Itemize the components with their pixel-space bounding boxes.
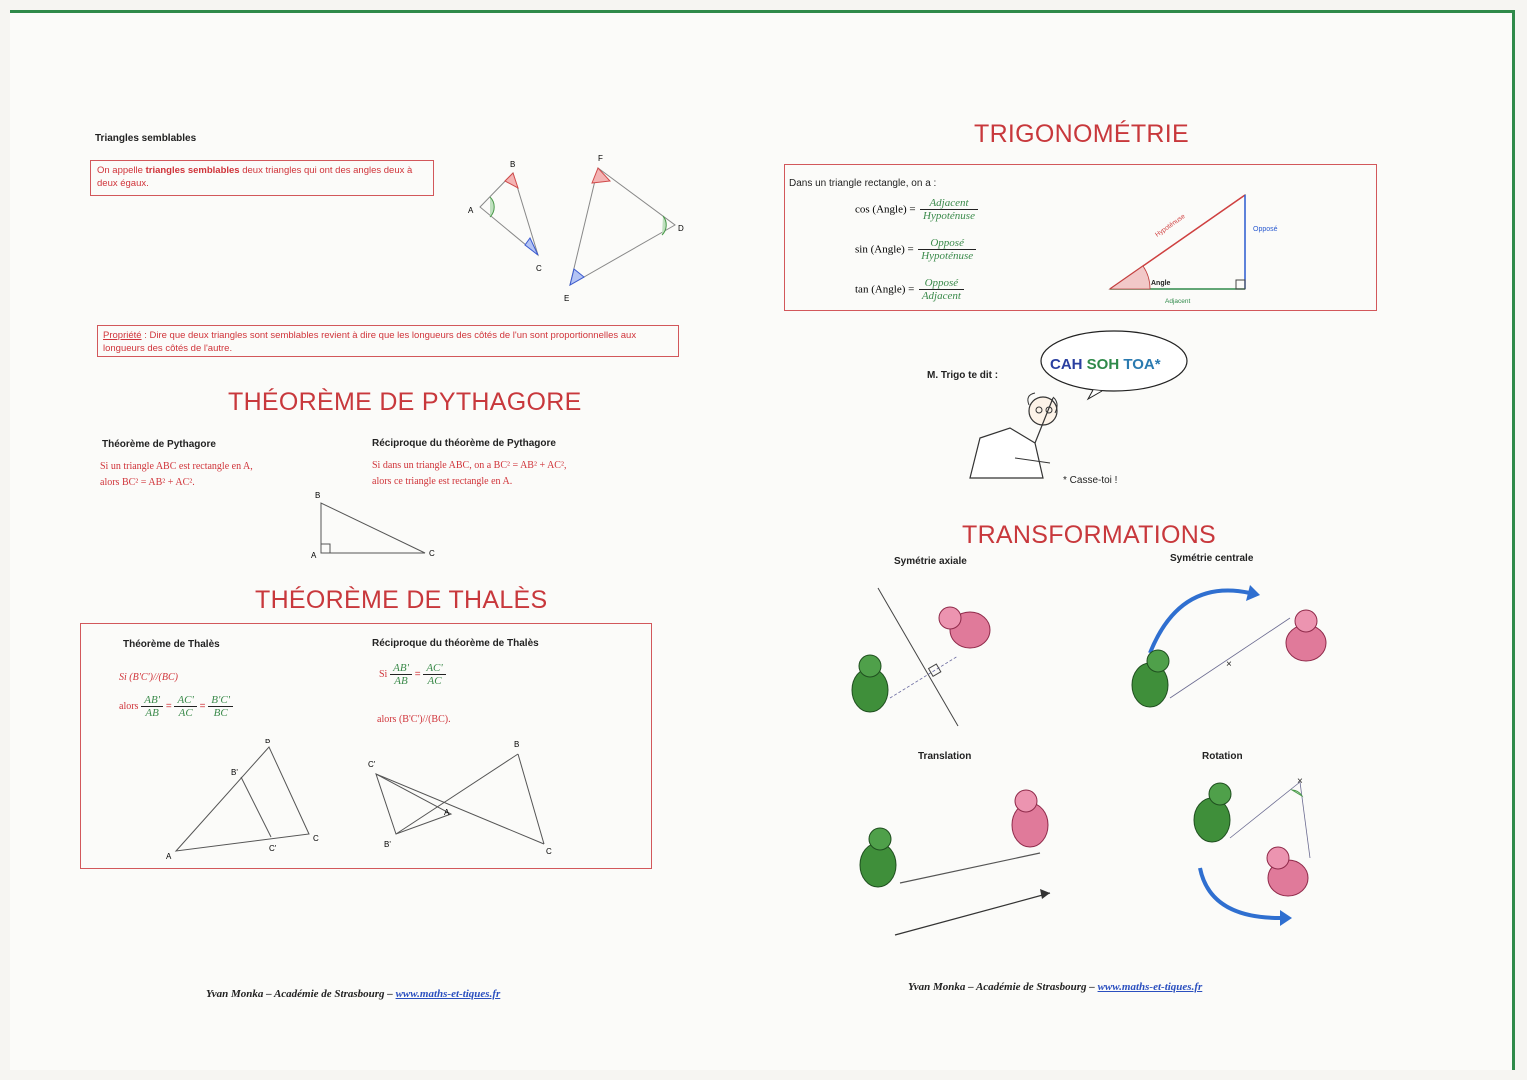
angle-label: Angle bbox=[1151, 280, 1171, 287]
thales-conclusion: alors $\frac{AB'}{AB}$ = $\frac{AC'}{AC}$ = $\frac{B'C'}{BC}$ bbox=[119, 694, 233, 719]
angle-e-mark bbox=[570, 269, 584, 285]
sin-label: sin (Angle) = bbox=[855, 243, 914, 256]
definition-post: deux triangles qui ont des angles deux à deux égaux. bbox=[97, 165, 413, 189]
pythagore-theorem-heading: Théorème de Pythagore bbox=[102, 439, 216, 450]
definition-term: triangles semblables bbox=[145, 165, 240, 176]
trigo-row-sin bbox=[855, 237, 976, 262]
bubble-text: CAH SOH TOA* bbox=[1050, 356, 1161, 373]
similar-heading: Triangles semblables bbox=[95, 133, 197, 144]
axial-symmetry-figure bbox=[830, 578, 1010, 728]
label-b-prime: B' bbox=[231, 768, 238, 777]
label-c: C bbox=[429, 549, 435, 558]
label-d: D bbox=[678, 224, 684, 233]
label-c-prime: C' bbox=[368, 760, 376, 769]
turtle-green-icon bbox=[1132, 650, 1169, 707]
thales-converse-heading: Réciproque du théorème de Thalès bbox=[372, 638, 539, 649]
worksheet-page bbox=[10, 10, 1515, 1070]
adj-label: Adjacent bbox=[1165, 298, 1191, 305]
converse-fraction-2: $\frac{AC'}{AC}$ bbox=[423, 662, 445, 687]
right-angle-mark bbox=[321, 544, 330, 553]
sin-fraction: $\frac{\text{Opposé}}{\text{Hypoténuse}}$ bbox=[918, 237, 976, 262]
pythagore-theorem-text bbox=[100, 459, 253, 491]
cos-label: cos (Angle) = bbox=[855, 203, 916, 216]
svg-text:×: × bbox=[1297, 776, 1303, 787]
cos-fraction: $\frac{\text{Adjacent}}{\text{Hypoténuse}}$ bbox=[920, 197, 978, 222]
label-b: B bbox=[510, 160, 516, 169]
thales-figure-2 bbox=[366, 729, 566, 859]
turtle-pink-icon bbox=[1286, 610, 1326, 661]
angle-c-mark bbox=[525, 238, 538, 255]
label-symetrie-axiale: Symétrie axiale bbox=[894, 556, 967, 567]
opp-label: Opposé bbox=[1253, 226, 1278, 233]
label-a: A bbox=[444, 808, 450, 817]
thales-converse-hypothesis: Si $\frac{AB'}{AB}$ = $\frac{AC'}{AC}$ bbox=[379, 662, 446, 687]
turtle-green-icon bbox=[1194, 783, 1231, 842]
thales-figure-1 bbox=[161, 739, 341, 864]
angle-d-mark bbox=[662, 216, 666, 235]
converse-fraction-1: $\frac{AB'}{AB}$ bbox=[390, 662, 412, 687]
right-footer bbox=[908, 981, 1202, 993]
fraction-1: $\frac{AB'}{AB}$ bbox=[141, 694, 163, 719]
property-label: Propriété bbox=[103, 330, 142, 341]
angle-b-mark bbox=[505, 173, 518, 188]
fraction-3: $\frac{B'C'}{BC}$ bbox=[208, 694, 233, 719]
property-text: : Dire que deux triangles sont semblables revient à dire que les longueurs des côtés de l'un sont proportionnelles aux longueurs des côtés de l'autre. bbox=[103, 330, 637, 354]
central-symmetry-figure bbox=[1110, 573, 1340, 723]
label-c-prime: C' bbox=[269, 844, 277, 853]
right-footer-link[interactable]: www.maths-et-tiques.fr bbox=[1097, 981, 1203, 993]
pythagore-theorem-line1: Si un triangle ABC est rectangle en A, bbox=[100, 461, 253, 472]
transformations-title: TRANSFORMATIONS bbox=[962, 521, 1217, 549]
pythagore-converse-text bbox=[372, 458, 566, 490]
trigo-row-cos bbox=[855, 197, 978, 222]
label-c: C bbox=[546, 847, 552, 856]
pythagore-theorem-line2: alors BC² = AB² + AC². bbox=[100, 477, 195, 488]
label-a: A bbox=[166, 852, 172, 861]
footnote: * Casse-toi ! bbox=[1063, 475, 1118, 486]
label-a: A bbox=[468, 206, 474, 215]
thales-box bbox=[80, 623, 652, 869]
thales-title: THÉORÈME DE THALÈS bbox=[255, 586, 548, 614]
speaker-label: M. Trigo te dit : bbox=[927, 370, 999, 381]
label-b: B bbox=[315, 491, 321, 500]
thales-theorem-heading: Théorème de Thalès bbox=[123, 639, 220, 650]
similar-definition-box bbox=[90, 160, 434, 196]
left-footer-link[interactable]: www.maths-et-tiques.fr bbox=[395, 988, 501, 1000]
trigo-triangle bbox=[1095, 179, 1295, 309]
thales-converse-then: alors (B'C')//(BC). bbox=[377, 714, 451, 725]
tan-fraction: $\frac{\text{Opposé}}{\text{Adjacent}}$ bbox=[919, 277, 964, 302]
label-translation: Translation bbox=[918, 751, 972, 762]
label-f: F bbox=[598, 154, 603, 163]
right-footer-text: Yvan Monka – Académie de Strasbourg – bbox=[908, 981, 1098, 993]
turtle-green-icon bbox=[860, 828, 896, 887]
label-b-prime: B' bbox=[384, 840, 391, 849]
rotation-figure bbox=[1170, 768, 1340, 938]
trigo-box bbox=[784, 164, 1377, 311]
thales-if: Si (B'C')//(BC) bbox=[119, 672, 178, 683]
label-b: B bbox=[514, 740, 520, 749]
fraction-2: $\frac{AC'}{AC}$ bbox=[174, 694, 196, 719]
pythagore-title: THÉORÈME DE PYTHAGORE bbox=[228, 388, 582, 416]
turtle-pink-icon bbox=[1267, 847, 1308, 896]
thales-then: alors bbox=[119, 701, 139, 713]
label-rotation: Rotation bbox=[1202, 751, 1243, 762]
turtle-pink-icon bbox=[1012, 790, 1048, 847]
pythagore-figure bbox=[305, 488, 455, 563]
similar-triangles-figure bbox=[450, 143, 690, 303]
pythagore-converse-line1: Si dans un triangle ABC, on a BC² = AB² + AC², bbox=[372, 460, 567, 471]
professor-icon bbox=[965, 383, 1075, 483]
angle-a-mark bbox=[490, 197, 494, 217]
left-footer bbox=[206, 988, 500, 1000]
trigo-title: TRIGONOMÉTRIE bbox=[974, 120, 1190, 148]
trigo-row-tan bbox=[855, 277, 964, 302]
definition-pre: On appelle bbox=[97, 165, 146, 176]
translation-figure bbox=[830, 773, 1070, 943]
pythagore-converse-heading: Réciproque du théorème de Pythagore bbox=[372, 438, 556, 449]
hyp-label: Hypoténuse bbox=[1154, 212, 1187, 239]
turtle-pink-icon bbox=[939, 607, 990, 648]
tan-label: tan (Angle) = bbox=[855, 283, 915, 296]
left-footer-text: Yvan Monka – Académie de Strasbourg – bbox=[206, 988, 396, 1000]
label-b: B bbox=[265, 739, 271, 745]
turtle-green-icon bbox=[852, 655, 888, 712]
property-box bbox=[97, 325, 679, 357]
label-c: C bbox=[536, 264, 542, 273]
pythagore-converse-line2: alors ce triangle est rectangle en A. bbox=[372, 476, 513, 487]
trigo-intro: Dans un triangle rectangle, on a : bbox=[789, 178, 937, 189]
label-symetrie-centrale: Symétrie centrale bbox=[1170, 553, 1254, 564]
label-e: E bbox=[564, 294, 570, 303]
label-c: C bbox=[313, 834, 319, 843]
label-a: A bbox=[311, 551, 317, 560]
svg-text:×: × bbox=[1226, 659, 1232, 670]
thales-converse-if: Si bbox=[379, 669, 388, 681]
